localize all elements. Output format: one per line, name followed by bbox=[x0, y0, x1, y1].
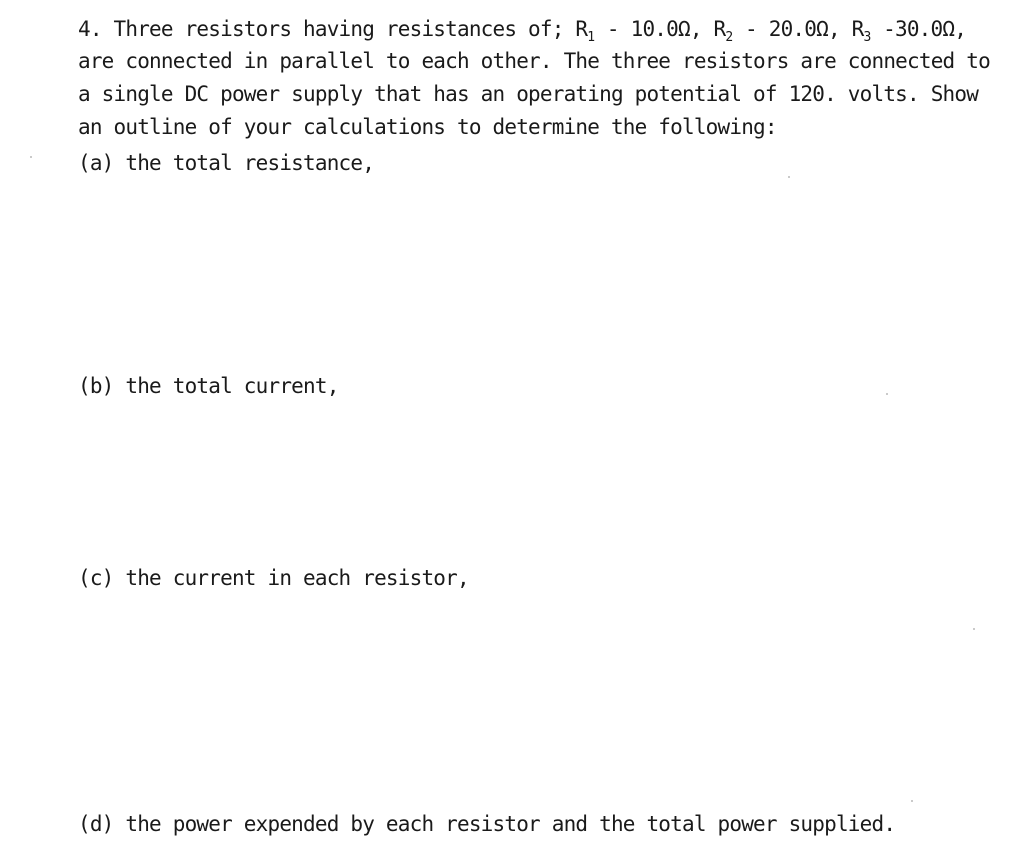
problem-number: 4. bbox=[78, 17, 102, 41]
problem-line-2: are connected in parallel to each other. The three resistors are connected to bbox=[78, 49, 990, 73]
r3-subscript: 3 bbox=[863, 30, 872, 45]
part-a-prompt: (a) the total resistance, bbox=[78, 151, 375, 175]
problem-line-3: a single DC power supply that has an operating potential of 120. volts. Show bbox=[78, 82, 979, 106]
r2-label: R bbox=[713, 17, 726, 41]
r1-label: R bbox=[575, 17, 588, 41]
problem-intro: Three resistors having resistances of; bbox=[113, 17, 576, 41]
r3-label: R bbox=[851, 17, 864, 41]
scan-speck bbox=[911, 800, 913, 802]
part-c-prompt: (c) the current in each resistor, bbox=[78, 566, 469, 590]
r3-value: -30.0Ω, bbox=[871, 17, 967, 41]
part-b-prompt: (b) the total current, bbox=[78, 374, 339, 398]
r2-subscript: 2 bbox=[725, 30, 734, 45]
scan-speck bbox=[973, 628, 975, 630]
problem-line-4: an outline of your calculations to determine the following: bbox=[78, 115, 777, 139]
scan-speck bbox=[886, 393, 888, 395]
r2-value: - 20.0Ω, bbox=[733, 17, 852, 41]
problem-line-1 bbox=[78, 16, 966, 51]
scan-speck bbox=[30, 156, 32, 158]
r1-value: - 10.0Ω, bbox=[595, 17, 714, 41]
r1-subscript: 1 bbox=[587, 30, 596, 45]
part-d-prompt: (d) the power expended by each resistor and the total power supplied. bbox=[78, 812, 896, 836]
scan-speck bbox=[788, 176, 790, 178]
